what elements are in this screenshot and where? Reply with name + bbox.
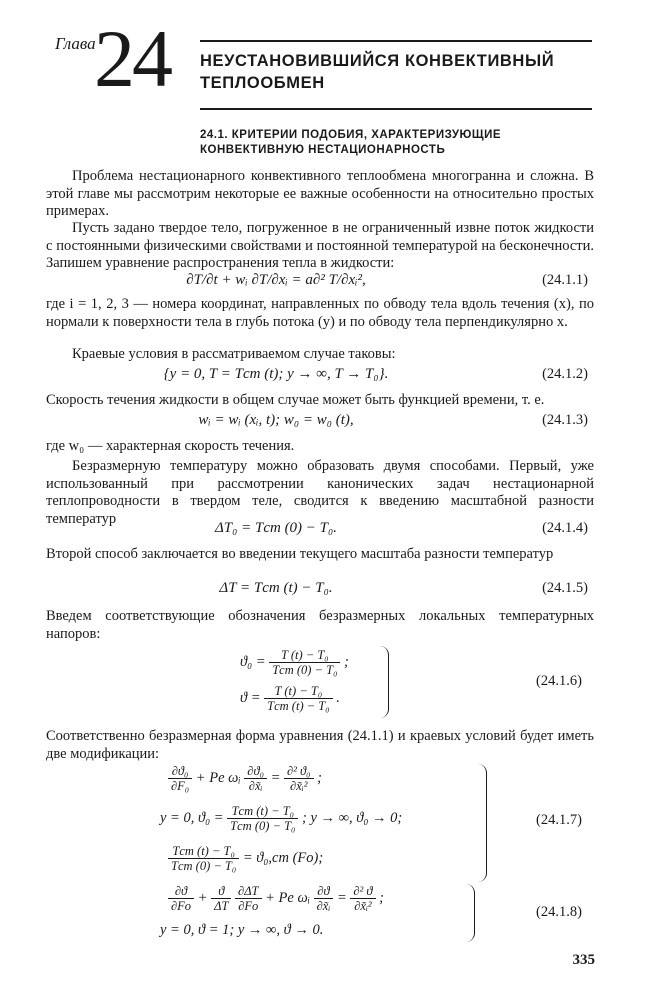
fraction-numerator: Tст (t) − T₀ xyxy=(227,804,298,819)
fraction-numerator: Tст (t) − T₀ xyxy=(168,844,239,859)
fraction-denominator: ΔT xyxy=(214,899,229,913)
right-brace xyxy=(466,884,475,942)
equation-formula: ΔT₀ = Tст (0) − T₀. xyxy=(215,520,337,536)
fraction-numerator: ∂ϑ₀ xyxy=(244,764,267,779)
fraction-denominator: ∂x̃ᵢ xyxy=(316,899,331,913)
fraction xyxy=(314,884,334,913)
fraction-denominator: ∂F₀ xyxy=(171,779,190,793)
equation-punct: ; xyxy=(317,769,322,786)
equation-24-1-4 xyxy=(46,520,594,542)
paragraph: Проблема нестационарного конвективного теплообмена многогранна и сложна. В этой главе мы рассмотрим некоторые ее важные особенности на относительно простых примерах. xyxy=(46,168,594,219)
section-title xyxy=(200,128,600,158)
equation-term: = ϑ₀,ст (Fo); xyxy=(242,849,324,866)
fraction-denominator: Tст (t) − T₀ xyxy=(267,699,330,713)
equation-term: = xyxy=(336,889,347,906)
fraction-numerator: ϑ xyxy=(211,884,231,899)
fraction-numerator: ∂² ϑ₀ xyxy=(284,764,314,779)
fraction xyxy=(227,804,298,833)
fraction xyxy=(168,844,239,873)
equation-line: y = 0, ϑ = 1; y → ∞, ϑ → 0. xyxy=(160,922,324,938)
fraction xyxy=(264,684,332,713)
paragraph: Краевые условия в рассматриваемом случае таковы: xyxy=(72,346,396,362)
right-brace xyxy=(380,646,389,718)
equation-punct: ; xyxy=(379,889,385,906)
paragraph: Безразмерную температуру можно образовать двумя способами. Первый, уже использованный при рассмотрении канонических задач нестационарной теплопроводности в твердом теле, сводится к введению масштабной разности температур xyxy=(46,458,594,527)
page-number: 335 xyxy=(572,952,595,968)
equation-formula: {y = 0, T = Tст (t); y → ∞, T → T₀}. xyxy=(163,366,389,382)
paragraph: Скорость течения жидкости в общем случае может быть функцией времени, т. е. xyxy=(46,392,545,408)
equation-number: (24.1.3) xyxy=(542,412,588,428)
fraction xyxy=(168,884,194,913)
title-top-rule xyxy=(200,40,592,42)
equation-24-1-2 xyxy=(46,366,594,388)
equation-number: (24.1.5) xyxy=(542,580,588,596)
fraction-numerator: T (t) − T₀ xyxy=(269,648,340,663)
fraction-denominator: ∂Fo xyxy=(171,899,192,913)
fraction xyxy=(284,764,314,793)
fraction-denominator: ∂x̃ᵢ² xyxy=(354,899,372,913)
chapter-title-line: НЕУСТАНОВИВШИЙСЯ КОНВЕКТИВНЫЙ xyxy=(200,52,555,70)
equation-number: (24.1.4) xyxy=(542,520,588,536)
fraction-denominator: Tст (0) − T₀ xyxy=(171,859,237,873)
equation-24-1-5 xyxy=(46,580,594,602)
fraction-denominator: ∂x̃ᵢ² xyxy=(290,779,308,793)
equation-punct: . xyxy=(336,689,340,706)
chapter-word: Глава xyxy=(55,34,96,53)
fraction-numerator: ∂² ϑ xyxy=(350,884,375,899)
equation-24-1-7-system xyxy=(160,764,480,882)
equation-lhs: ϑ₀ = xyxy=(240,653,266,670)
equation-term: ; y → ∞, ϑ₀ → 0; xyxy=(302,809,403,826)
fraction-denominator: ∂x̃ᵢ xyxy=(248,779,263,793)
right-brace xyxy=(478,764,487,882)
equation-24-1-6-system xyxy=(240,646,380,718)
fraction xyxy=(350,884,375,913)
chapter-title-line: ТЕПЛООБМЕН xyxy=(200,74,325,92)
fraction-numerator: ∂ΔT xyxy=(235,884,261,899)
equation-formula: ∂T/∂t + wᵢ ∂T/∂xᵢ = a∂² T/∂xᵢ², xyxy=(186,272,366,288)
fraction-numerator: T (t) − T₀ xyxy=(264,684,332,699)
equation-24-1-3 xyxy=(46,412,594,434)
fraction xyxy=(235,884,261,913)
equation-term: + Pe ωᵢ xyxy=(195,769,241,786)
fraction-numerator: ∂ϑ₀ xyxy=(168,764,192,779)
chapter-title xyxy=(200,50,600,94)
paragraph: Введем соответствующие обозначения безразмерных локальных температурных напоров: xyxy=(46,608,594,642)
fraction-numerator: ∂ϑ xyxy=(168,884,194,899)
equation-number: (24.1.6) xyxy=(536,673,582,689)
equation-lhs: ϑ = xyxy=(240,689,261,706)
equation-term: + xyxy=(197,889,208,906)
equation-number: (24.1.1) xyxy=(542,272,588,288)
paragraph: где w₀ — характерная скорость течения. xyxy=(46,438,295,454)
paragraph: Соответственно безразмерная форма уравнения (24.1.1) и краевых условий будет иметь две модификации: xyxy=(46,728,594,762)
paragraph: где i = 1, 2, 3 — номера координат, направленных по обводу тела вдоль течения (x), по нормали к поверхности тела в глубь потока (y) и по обводу тела перпендикулярно x. xyxy=(46,296,594,330)
paragraph: Пусть задано твердое тело, погруженное в не ограниченный извне поток жидкости с постоянными физическими свойствами и постоянной температурой на бесконечности. Запишем уравнение распространения тепла в жидкости: xyxy=(46,220,594,271)
chapter-number: 24 xyxy=(94,13,170,104)
title-bottom-rule xyxy=(200,108,592,110)
fraction-numerator: ∂ϑ xyxy=(314,884,334,899)
equation-24-1-8-system xyxy=(160,884,470,942)
equation-number: (24.1.8) xyxy=(536,904,582,920)
fraction-denominator: ∂Fo xyxy=(238,899,259,913)
section-title-line: КОНВЕКТИВНУЮ НЕСТАЦИОНАРНОСТЬ xyxy=(200,144,446,156)
fraction xyxy=(211,884,231,913)
equation-term: + Pe ωᵢ xyxy=(265,889,310,906)
fraction xyxy=(244,764,267,793)
paragraph: Второй способ заключается во введении текущего масштаба разности температур xyxy=(46,546,554,562)
equation-formula: wᵢ = wᵢ (xᵢ, t); w₀ = w₀ (t), xyxy=(198,412,354,428)
equation-term: y = 0, ϑ₀ = xyxy=(160,809,224,826)
fraction-denominator: Tст (0) − T₀ xyxy=(230,819,296,833)
fraction xyxy=(269,648,340,677)
equation-punct: ; xyxy=(344,653,349,670)
equation-number: (24.1.2) xyxy=(542,366,588,382)
equation-term: = xyxy=(270,769,281,786)
section-title-line: 24.1. КРИТЕРИИ ПОДОБИЯ, ХАРАКТЕРИЗУЮЩИЕ xyxy=(200,129,502,141)
equation-24-1-1 xyxy=(46,272,594,294)
equation-number: (24.1.7) xyxy=(536,812,582,828)
fraction-denominator: Tст (0) − T₀ xyxy=(272,663,338,677)
equation-formula: ΔT = Tст (t) − T₀. xyxy=(219,580,333,596)
fraction xyxy=(168,764,192,793)
